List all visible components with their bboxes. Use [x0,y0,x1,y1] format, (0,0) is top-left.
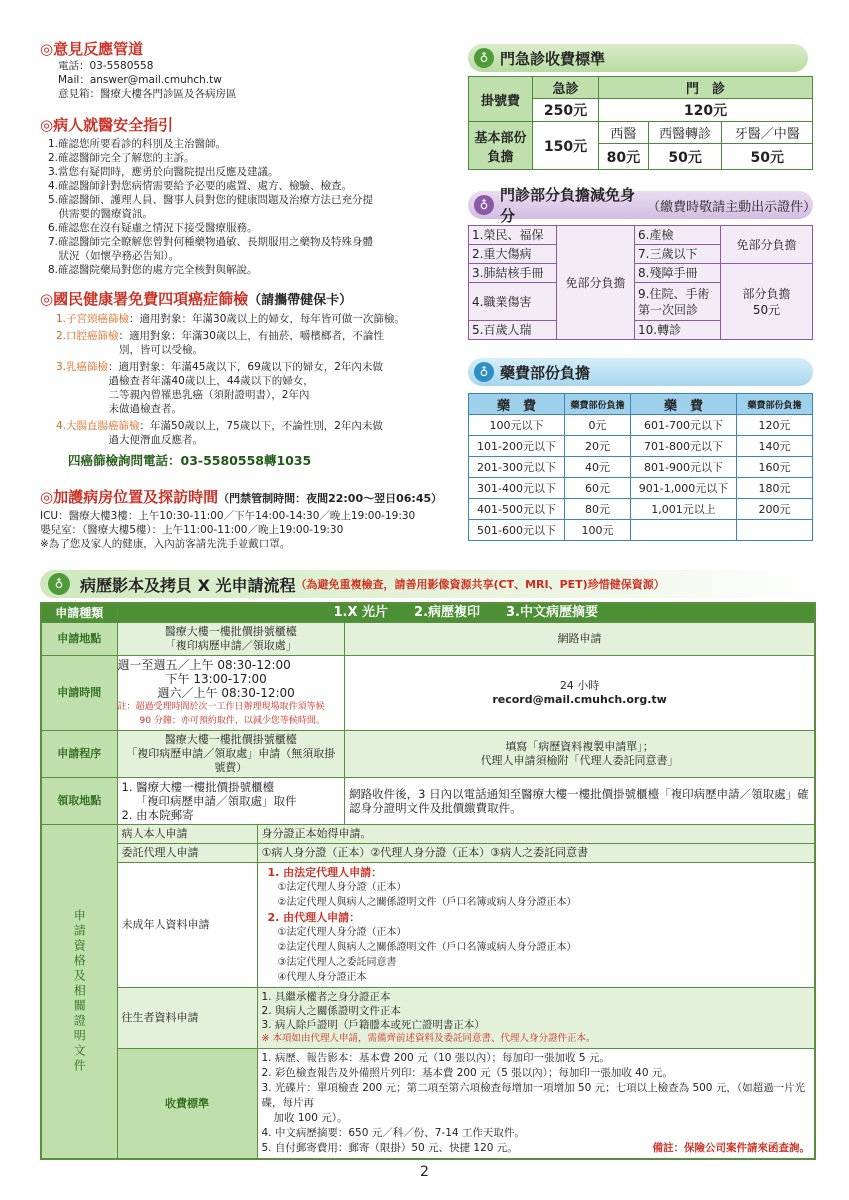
records-place-a2: 「複印病歷申請／領取處」 [164,639,297,652]
drug-cell: 901-1,000元以下 [631,478,737,499]
drug-table [468,393,813,541]
exempt-left-item: 5.百歲人瑞 [469,321,557,340]
records-time-b1: 24 小時 [559,679,600,692]
records-title: 病歷影本及拷貝 X 光申請流程 [80,575,296,595]
exempt-left-item: 1.榮民、福保 [469,226,557,245]
drug-header [468,358,813,386]
exempt-right-label1: 免部分負擔 [721,226,813,264]
drug-cell: 301-400元以下 [469,478,565,499]
records-q3a2: ②法定代理人與病人之關係證明文件（戶口名簿或病人身分證正本） [277,897,577,908]
page-number: 2 [420,1164,429,1180]
records-pick-a2: 「複印病歷申請／領取處」取件 [135,794,297,808]
safety-section [40,114,460,277]
records-subtitle: （為避免重複檢查，請善用影像資源共享(CT、MRI、PET)珍惜健保資源） [295,578,665,591]
list-item: 2.確認醫師完全了解您的主訴。 [48,152,195,164]
visit-note: ※為了您及家人的健康，入內訪客請先洗手並戴口罩。 [40,538,291,550]
cancer-item-name: 3.乳癌篩檢 [56,361,109,373]
fees-v1: 80元 [599,144,649,170]
drug-cell: 100元 [565,520,631,541]
fees-title: 門急診收費標準 [500,49,606,68]
cancer-title-note: （請攜帶健保卡） [248,293,353,308]
fees-v2: 50元 [648,144,722,170]
records-q4d: ※ 本項如由代理人申請，需備齊前述資料及委託同意書、代理人身分證件正本。 [261,1033,596,1044]
records-f2: 2. 彩色檢查報告及外備照片列印：基本費 200 元（5 張以內）；每加印一張加收 40 元。 [261,1067,673,1079]
exempt-left-item: 4.職業傷害 [469,283,557,321]
cancer-hotline: 四癌篩檢詢問電話：03-5580558轉1035 [68,453,312,468]
records-place-a: 醫療大樓一樓批價掛號櫃檯 [164,625,297,638]
records-types: 1.X 光片 2.病歷複印 3.中文病歷摘要 [117,603,815,623]
feedback-box: 意見箱：醫療大樓各門診區及各病房區 [58,88,237,100]
visit-icu: ICU：醫療大樓3樓：上午10:30-11:00／下午14:00-14:30／晚上19:00-19:30 [40,510,416,522]
exempt-left-item: 2.重大傷病 [469,245,557,264]
exempt-right-item: 9.住院、手術第一次回診 [635,283,721,321]
records-place-b: 網路申請 [345,623,815,656]
records-f3b: 加收 100 元）。 [273,1112,348,1124]
cancer-item-name: 1.子宮頸癌篩檢 [56,313,130,325]
records-f1: 1. 病歷、報告影本：基本費 200 元（10 張以內）；每加印一張加收 5 元。 [261,1052,610,1064]
exempt-header [468,186,817,225]
fees-table [468,76,813,170]
drug-cell: 60元 [565,478,631,499]
exempt-right-label3: 50元 [752,302,781,317]
visit-title: ◎加護病房位置及探訪時間 [40,488,219,506]
records-q3b1: ①法定代理人身分證（正本） [277,927,407,938]
list-item: 狀況（如懷孕務必告知）。 [48,250,180,262]
fees-v3: 50元 [722,144,813,170]
records-pick-a1: 1. 醫療大樓一樓批價掛號櫃檯 [121,780,275,794]
records-time-label: 申請時間 [41,656,117,731]
exempt-right-item: 6.產檢 [635,226,721,245]
records-time-a1: 週一至週五／上午 08:30-12:00 [117,658,291,672]
records-time-a2: 下午 13:00-17:00 [165,672,267,686]
records-f4: 4. 中文病歷摘要：650 元／科／份、7-14 工作天取件。 [261,1127,525,1139]
cancer-section [40,288,465,469]
cancer-item-text: ：適用對象：年滿30歲以上的婦女，每年皆可做一次篩檢。 [129,313,405,325]
exempt-table [468,225,813,340]
fees-reg-label: 掛號費 [469,77,533,122]
cancer-item-text: 別，皆可以受檢。 [56,344,203,356]
fees-op-label: 門 診 [599,77,813,99]
drug-cell: 401-500元以下 [469,499,565,520]
exempt-right-label2: 部分負擔 [742,286,791,301]
drug-cell: 201-300元以下 [469,457,565,478]
fees-er-fee: 250元 [533,99,599,122]
records-time-note2: 90 分鐘；亦可預約取件，以減少您等候時間。 [139,716,325,726]
fees-header [468,44,808,72]
records-q1v: 身分證正本始得申請。 [257,825,815,844]
records-q3b2: ②法定代理人與病人之關係證明文件（戶口名簿或病人身分證正本） [277,942,577,953]
records-q3b: 2. 由代理人申請： [267,911,361,924]
visit-section [40,486,465,551]
drug-cell: 0元 [565,415,631,436]
list-item: 5.確認醫師、護理人員、醫事人員對您的健康問題及治療方法已充分提 [48,194,374,206]
records-proc-b2: 代理人申請須檢附「代理人委託同意書」 [480,754,679,767]
drug-cell: 501-600元以下 [469,520,565,541]
records-q3a: 1. 由法定代理人申請： [267,866,383,879]
records-place-label: 申請地點 [41,623,117,656]
drug-header-cell: 藥 費 [469,394,565,415]
exempt-title: 門診部分負擔減免身分 [500,186,636,225]
records-proc-a2: 「複印病歷申請／領取處」申請（無須取掛號費） [126,747,336,774]
records-q3a1: ①法定代理人身分證（正本） [277,882,407,893]
drug-cell: 601-700元以下 [631,415,737,436]
feedback-title: ◎意見反應管道 [40,40,144,58]
records-pick-b: 網路收件後，3 日內以電話通知至醫療大樓一樓批價掛號櫃檯「複印病歷申請／領取處」確認身分證明文件及批價繳費取件。 [345,778,815,825]
exempt-right-item: 8.殘障手冊 [635,264,721,283]
feedback-section [40,38,460,101]
drug-cell: 1,001元以上 [631,499,737,520]
cancer-item-name: 2.口腔癌篩檢 [56,330,119,342]
list-item: 6.確認您在沒有疑慮之情況下接受醫療服務。 [48,222,258,234]
list-item: 8.確認醫院藥局對您的處方完全核對與解說。 [48,264,258,276]
drug-header-cell: 藥費部份負擔 [565,394,631,415]
records-proc-b1: 填寫「病歷資料複製申請單」； [505,740,654,753]
records-pick-a3: 2. 由本院郵寄 [121,808,194,822]
feedback-phone: 電話：03-5580558 [58,60,154,72]
drug-cell: 160元 [737,457,813,478]
records-q3b3: ③法定代理人之委託同意書 [277,957,397,968]
records-type-label: 申請種類 [41,603,117,623]
drug-cell: 701-800元以下 [631,436,737,457]
records-table [40,602,816,1160]
records-q3: 未成年人資料申請 [117,863,257,988]
stethoscope-icon: ♁ [474,362,494,382]
records-pick-label: 領取地點 [41,778,117,825]
records-f-note: 備註：保險公司案件請來函查詢。 [652,1142,810,1154]
stethoscope-icon: ♁ [474,48,494,68]
records-time-note1: 註：超過受理時間於次一工作日辦理現場取件須等候 [117,702,325,712]
cancer-title: ◎國民健康署免費四項癌症篩檢 [40,290,249,308]
records-q4: 往生者資料申請 [117,988,257,1049]
cancer-item-text: 過大便潛血反應者。 [56,434,203,446]
feedback-mail: Mail：answer@mail.cmuhch.tw [58,74,222,86]
stethoscope-icon: ♁ [48,573,70,595]
records-f5: 5. 自付郵寄費用：郵寄（限掛）50 元、快捷 120 元。 [261,1142,518,1154]
drug-header-cell: 藥 費 [631,394,737,415]
records-header [40,570,815,598]
drug-cell [631,520,737,541]
fees-base-er: 150元 [533,122,599,170]
records-proc-label: 申請程序 [41,731,117,778]
cancer-item-text: ：適用對象：年滿30歲以上，有抽菸，嚼檳榔者，不論性 [118,330,384,342]
records-f3: 3. 光碟片：單項檢查 200 元；第二項至第六項檢查每增加一項增加 50 元；七項以上檢查為 500 元，（如超過一片光碟，每片再 [261,1082,806,1109]
drug-cell: 80元 [565,499,631,520]
cancer-item-name: 4.大腸直腸癌篩檢 [56,420,140,432]
list-item: 1.確認您所要看診的科別及主治醫師。 [48,138,227,150]
fees-h3: 牙醫／中醫 [722,122,813,144]
records-q4b: 2. 與病人之關係證明文件正本 [261,1005,401,1017]
records-q4a: 1. 具繼承權者之身分證正本 [261,991,391,1003]
safety-list [40,137,460,277]
visit-title-note: （門禁管制時間：夜間22:00～翌日06:45） [218,492,443,505]
drug-cell: 100元以下 [469,415,565,436]
safety-title: ◎病人就醫安全指引 [40,116,174,134]
visit-baby: 嬰兒室：（醫療大樓5樓）：上午11:00-11:00／晚上19:00-19:30 [40,524,344,536]
fees-op-fee: 120元 [599,99,813,122]
records-time-a3: 週六／上午 08:30-12:00 [157,686,295,700]
fees-base-label: 基本部份負擔 [469,122,533,170]
drug-cell: 200元 [737,499,813,520]
records-proc-a1: 醫療大樓一樓批價掛號櫃檯 [164,733,297,746]
stethoscope-icon: ♁ [474,195,494,215]
cancer-item-text: ：適用對象：年滿45歲以下，69歲以下的婦女，2年內未做 [108,361,383,373]
fees-h1: 西醫 [599,122,649,144]
records-fee-label: 收費標準 [117,1049,257,1160]
drug-cell: 20元 [565,436,631,457]
fees-er-label: 急診 [533,77,599,99]
list-item: 供需要的醫療資訊。 [48,208,153,220]
cancer-item-text: 未做過檢查者。 [56,403,182,415]
cancer-item-text: ：年滿50歲以上，75歲以下，不論性別，2年內未做 [139,420,383,432]
records-q3b4: ④代理人身分證正本 [277,972,367,983]
exempt-right-item: 10.轉診 [635,321,721,340]
records-q2v: ①病人身分證（正本）②代理人身分證（正本）③病人之委託同意書 [257,844,815,863]
exempt-title-note: （繳費時敬請主動出示證件） [647,199,817,215]
drug-cell: 801-900元以下 [631,457,737,478]
records-qual-label: 申請資格及相關證明文件 [41,825,117,1160]
exempt-left-item: 3.肺結核手冊 [469,264,557,283]
list-item: 3.當您有疑問時，應勇於向醫院提出反應及建議。 [48,166,279,178]
fees-h2: 西醫轉診 [648,122,722,144]
drug-cell: 101-200元以下 [469,436,565,457]
drug-cell: 40元 [565,457,631,478]
exempt-right-item: 7.三歲以下 [635,245,721,264]
records-time-b2: record@mail.cmuhch.org.tw [492,693,667,706]
exempt-left-label: 免部分負擔 [557,226,635,340]
drug-title: 藥費部份負擔 [500,363,591,382]
list-item: 4.確認醫師針對您病情需要給予必要的處置、處方、檢驗、檢查。 [48,180,353,192]
drug-cell: 120元 [737,415,813,436]
list-item: 7.確認醫師完全瞭解您曾對何種藥物過敏、長期服用之藥物及特殊身體 [48,236,374,248]
drug-cell [737,520,813,541]
drug-cell: 180元 [737,478,813,499]
drug-cell: 140元 [737,436,813,457]
records-q2: 委託代理人申請 [117,844,257,863]
cancer-item-text: 二等親內曾罹患乳癌（須附證明書），2年內 [56,389,310,401]
drug-header-cell: 藥費部份負擔 [737,394,813,415]
cancer-item-text: 過檢查者年滿40歲以上，44歲以下的婦女， [56,375,314,387]
records-q4c: 3. 病人除戶證明（戶籍謄本或死亡證明書正本） [261,1019,485,1031]
records-q1: 病人本人申請 [117,825,257,844]
